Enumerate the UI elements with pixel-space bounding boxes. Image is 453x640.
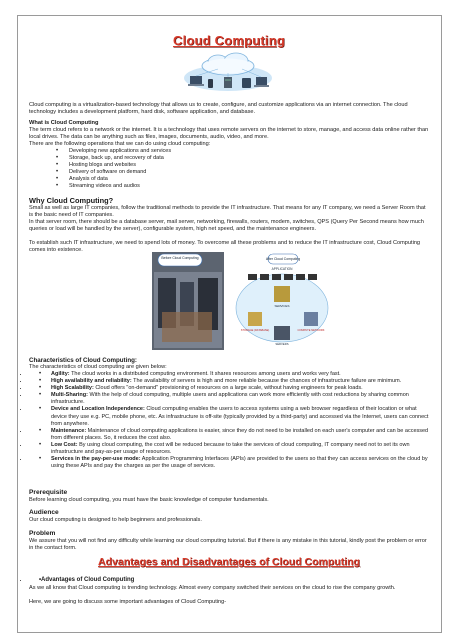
servers-icon bbox=[274, 326, 290, 340]
document-page bbox=[17, 15, 442, 633]
list-item: • Delivery of software on demand bbox=[29, 169, 429, 176]
why-paragraph-1: Small as well as large IT companies, follow the traditional methods to provide the IT infrastructure. That means for any IT company, we need a Server Room that is the basic need of IT companies. bbox=[29, 205, 426, 219]
characteristics-lead: The characteristics of cloud computing are given below: bbox=[29, 364, 167, 370]
compute-icon bbox=[304, 312, 318, 326]
cloud-hero-image bbox=[182, 52, 274, 94]
list-item: • • Device and Location Independence: Cloud computing enables the users to access systems using a web browser regardless of their location or what device they use e.g. PC, mobile phone, etc. As infrastructure is off-site (typically provided by a third-party) and accessed via the Internet, users can connect from anywhere. bbox=[29, 406, 429, 427]
services-label: SERVICES bbox=[274, 304, 290, 308]
phone-icon bbox=[208, 79, 213, 88]
why-heading: Why Cloud Computing? bbox=[29, 196, 114, 205]
storage-label: STORAGE (DATABASE) bbox=[240, 329, 270, 332]
list-item: • Developing new applications and services bbox=[29, 148, 429, 155]
problem-body: We assure that you will not find any difficulty while learning our cloud computing tutorial. But if there is any mistake in this tutorial, kindly post the problem or error in the contact form. bbox=[29, 538, 427, 552]
after-label: After Cloud Computing bbox=[265, 257, 301, 261]
why-paragraph-3: To establish such IT infrastructure, we need to spend lots of money. To overcome all these problems and to reduce the IT infrastructure cost, Cloud Computing comes into existence. bbox=[29, 240, 421, 254]
characteristics-heading: Characteristics of Cloud Computing: bbox=[29, 357, 137, 364]
prerequisite-heading: Prerequisite bbox=[29, 489, 68, 496]
operations-list bbox=[29, 148, 429, 191]
list-item: • Hosting blogs and websites bbox=[29, 162, 429, 169]
application-label: APPLICATION bbox=[271, 267, 293, 271]
list-item: • Streaming videos and audios bbox=[29, 183, 429, 190]
why-paragraph-2: In that server room, there should be a database server, mail server, networking, firewalls, routers, modem, switches, QPS (Query Per Second means how much queries or load will be handled by the server), configurable system, high net speed, and the maintenance engineers. bbox=[29, 219, 424, 233]
audience-heading: Audience bbox=[29, 509, 59, 516]
list-item: • • Multi-Sharing: With the help of cloud computing, multiple users and applications can work more efficiently with cost reductions by sharing common infrastructure. bbox=[29, 392, 429, 406]
list-item: • • Maintenance: Maintenance of cloud computing applications is easier, since they do not need to be installed on each user's computer and can be accessed from different places. So, it reduces the cost also. bbox=[29, 428, 429, 442]
list-item: • Analysis of data bbox=[29, 176, 429, 183]
before-label: Before Cloud Computing bbox=[161, 256, 199, 260]
audience-body: Our cloud computing is designed to help beginners and professionals. bbox=[29, 517, 202, 523]
problem-heading: Problem bbox=[29, 530, 56, 537]
what-is-heading: What is Cloud Computing bbox=[29, 120, 99, 126]
what-is-body: The term cloud refers to a network or the internet. It is a technology that uses remote servers on the internet to store, manage, and access data online rather than local drives. The data can be anything such as files, images, documents, audio, video, and more. bbox=[29, 127, 429, 141]
characteristics-list bbox=[29, 371, 429, 470]
advantages-list bbox=[29, 577, 429, 584]
advantages-title: Advantages and Disadvantages of Cloud Computing bbox=[98, 556, 360, 568]
advantages-subheading: • • Advantages of Cloud Computing bbox=[29, 577, 429, 584]
servers-label: SERVERS bbox=[275, 342, 289, 346]
storage-icon bbox=[248, 312, 262, 326]
what-is-lead: There are the following operations that we can do using cloud computing: bbox=[29, 141, 211, 147]
list-item: • Storage, back up, and recovery of data bbox=[29, 155, 429, 162]
list-item: • • Low Cost: By using cloud computing, the cost will be reduced because to take the services of cloud computing, IT company need not to set its own infrastructure and pay-as-per usage of resources. bbox=[29, 442, 429, 456]
advantages-paragraph-2: Here, we are going to discuss some important advantages of Cloud Computing- bbox=[29, 599, 227, 605]
page-title: Cloud Computing bbox=[172, 33, 286, 48]
server-icon bbox=[224, 77, 232, 88]
intro-paragraph: Cloud computing is a virtualization-based technology that allows us to create, configure, and customize applications via an internet connection. The cloud technology includes a development platform, hard disk, software application, and database. bbox=[29, 102, 408, 116]
list-item: • • Services in the pay-per-use mode: Application Programming Interfaces (APIs) are provided to the users so that they can access services on the cloud by using these APIs and pay the charges as per the usage of services. bbox=[29, 456, 429, 470]
prerequisite-body: Before learning cloud computing, you must have the basic knowledge of computer fundamentals. bbox=[29, 497, 269, 503]
list-item: • • Agility: The cloud works in a distributed computing environment. It shares resources among users and works very fast. bbox=[29, 371, 429, 378]
compute-label: COMPUTE NETWORK bbox=[297, 329, 325, 332]
list-item: • • High Scalability: Cloud offers "on-demand" provisioning of resources on a large scale, without having engineers for peak loads. bbox=[29, 385, 429, 392]
list-item: • • High availability and reliability: The availability of servers is high and more reliable because the chances of infrastructure failure are minimum. bbox=[29, 378, 429, 385]
advantages-paragraph-1: As we all know that Cloud computing is trending technology. Almost every company switched their services on the cloud to rise the company growth. bbox=[29, 585, 396, 591]
laptop-icon bbox=[188, 76, 204, 86]
tablet-icon bbox=[242, 78, 251, 88]
before-after-figure bbox=[152, 252, 332, 352]
